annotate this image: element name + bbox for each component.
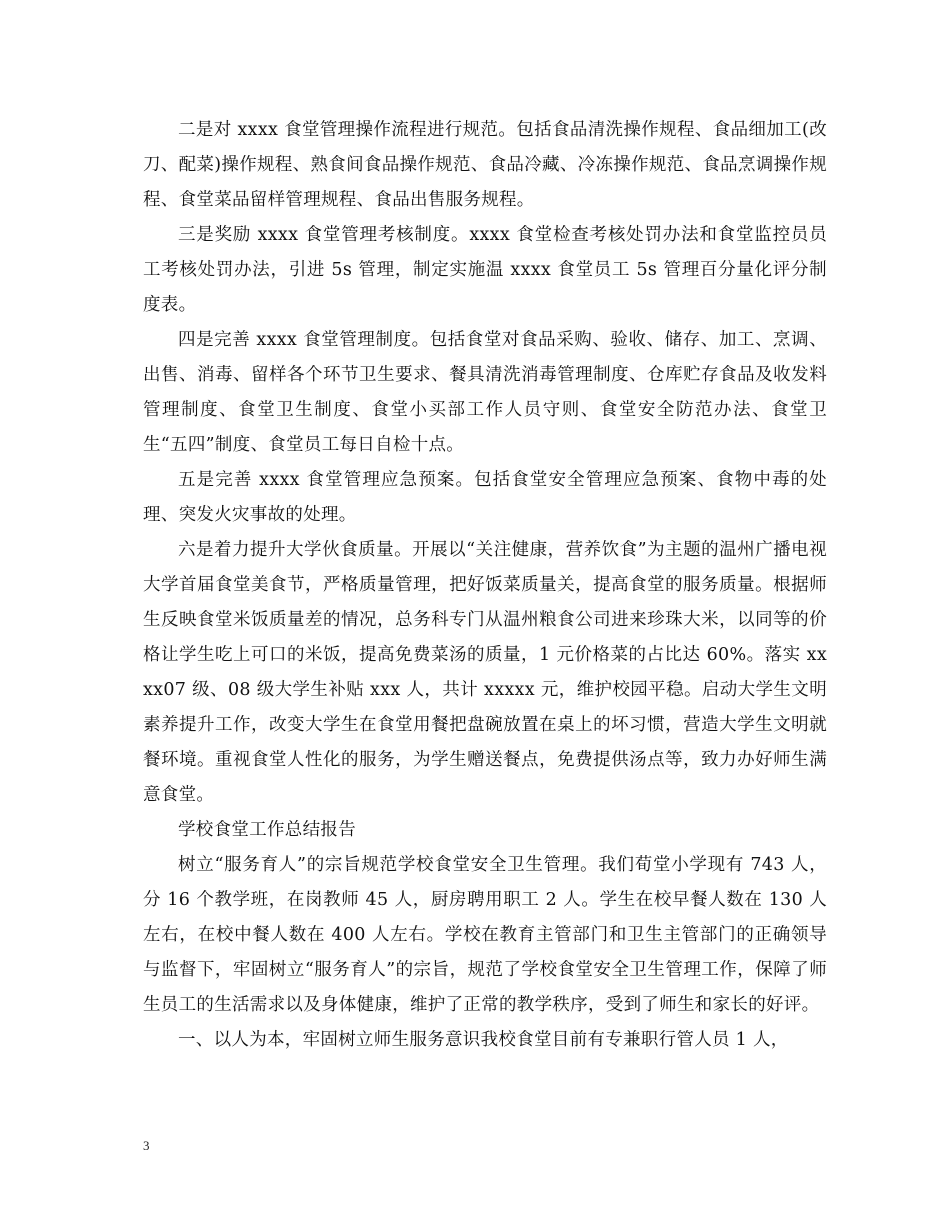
page-number: 3	[143, 1138, 150, 1153]
paragraph-emergency-plan: 五是完善 xxxx 食堂管理应急预案。包括食堂安全管理应急预案、食物中毒的处理、突发火灾事故的处理。	[143, 470, 827, 525]
paragraph-management-system: 四是完善 xxxx 食堂管理制度。包括食堂对食品采购、验收、储存、加工、烹调、出售、消毒、留样各个环节卫生要求、餐具清洗消毒管理制度、仓库贮存食品及收发料管理制度、食堂卫生制度、食堂小买部工作人员守则、食堂安全防范办法、食堂卫生“五四”制度、食堂员工每日自检十点。	[143, 330, 827, 455]
section-title: 学校食堂工作总结报告	[178, 820, 356, 840]
document-body	[143, 113, 827, 1058]
paragraph-school-overview: 树立“服务育人”的宗旨规范学校食堂安全卫生管理。我们荀堂小学现有 743 人，分 16 个教学班，在岗教师 45 人，厨房聘用职工 2 人。学生在校早餐人数在 130 人左右，在校中餐人数在 400 人左右。学校在教育主管部门和卫生主管部门的正确领导与监督下，牢固树立“服务育人”的宗旨，规范了学校食堂安全卫生管理工作，保障了师生员工的生活需求以及身体健康，维护了正常的教学秩序，受到了师生和家长的好评。	[143, 855, 827, 1015]
paragraph-operation-standards: 二是对 xxxx 食堂管理操作流程进行规范。包括食品清洗操作规程、食品细加工(改刀、配菜)操作规程、熟食间食品操作规范、食品冷藏、冷冻操作规范、食品烹调操作规程、食堂菜品留样管理规程、食品出售服务规程。	[143, 120, 827, 210]
paragraph-food-quality: 六是着力提升大学伙食质量。开展以“关注健康，营养饮食”为主题的温州广播电视大学首届食堂美食节，严格质量管理，把好饭菜质量关，提高食堂的服务质量。根据师生反映食堂米饭质量差的情况，总务科专门从温州粮食公司进来珍珠大米，以同等的价格让学生吃上可口的米饭，提高免费菜汤的质量，1 元价格菜的占比达 60%。落实 xxxx07 级、08 级大学生补贴 xxx 人，共计 xxxxx 元，维护校园平稳。启动大学生文明素养提升工作，改变大学生在食堂用餐把盘碗放置在桌上的坏习惯，营造大学生文明就餐环境。重视食堂人性化的服务，为学生赠送餐点，免费提供汤点等，致力办好师生满意食堂。	[143, 540, 827, 805]
paragraph-assessment-system: 三是奖励 xxxx 食堂管理考核制度。xxxx 食堂检查考核处罚办法和食堂监控员员工考核处罚办法，引进 5s 管理，制定实施温 xxxx 食堂员工 5s 管理百分量化评分制度表。	[143, 225, 827, 315]
paragraph-people-oriented: 一、以人为本，牢固树立师生服务意识我校食堂目前有专兼职行管人员 1 人，	[178, 1030, 789, 1050]
